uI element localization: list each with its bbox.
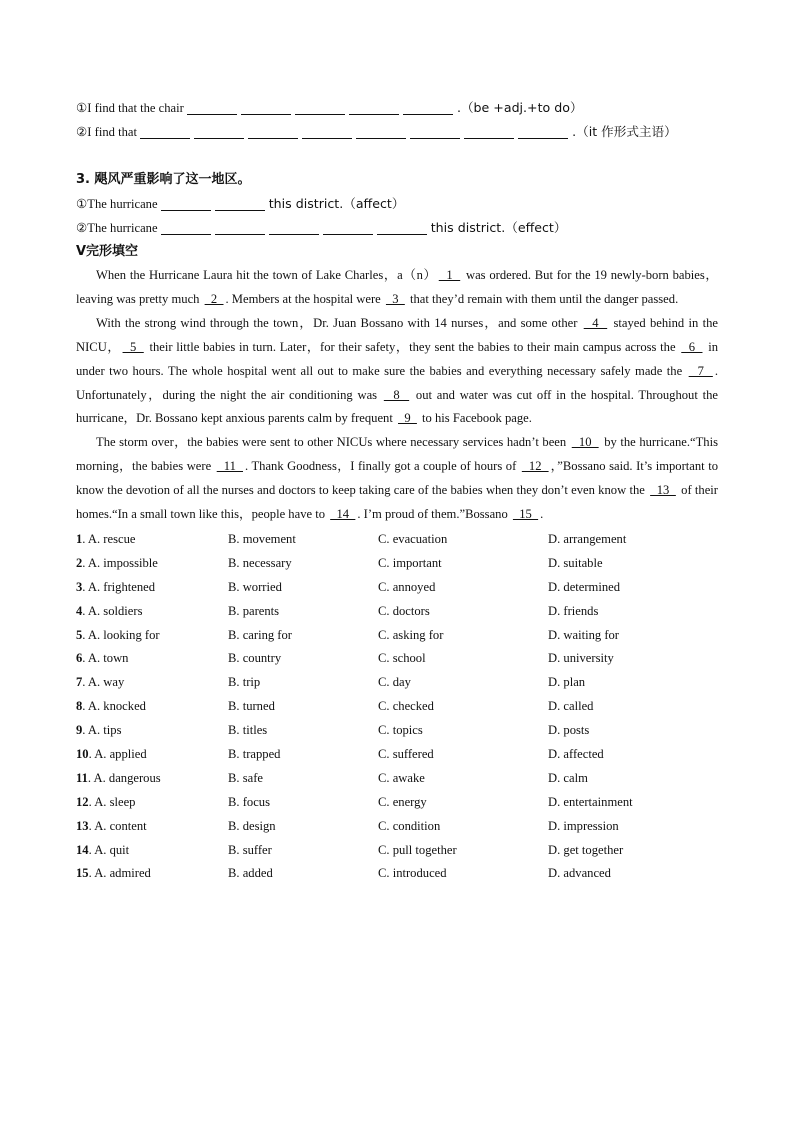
question-number: 6 <box>76 651 83 666</box>
option-a[interactable]: 14. A. quit <box>76 842 130 857</box>
option-a[interactable]: 8. A. knocked <box>76 699 146 714</box>
option-c[interactable]: C. school <box>378 651 426 666</box>
option-row <box>76 767 718 791</box>
cloze-heading: V完形填空 <box>76 244 139 259</box>
option-d[interactable]: D. university <box>548 651 614 666</box>
option-b[interactable]: B. focus <box>228 794 270 809</box>
blank-number[interactable]: 7 <box>688 363 713 378</box>
option-a[interactable]: 3. A. frightened <box>76 579 156 594</box>
option-c[interactable]: C. condition <box>378 818 441 833</box>
answer-blank[interactable] <box>248 123 298 139</box>
option-b[interactable]: B. parents <box>228 603 280 618</box>
question-number: 9 <box>76 723 83 738</box>
option-c[interactable]: C. awake <box>378 770 425 785</box>
option-a[interactable]: 6. A. town <box>76 651 129 666</box>
sentence-prefix: ①I find that the chair <box>76 101 187 115</box>
option-d[interactable]: D. entertainment <box>548 794 633 809</box>
option-d[interactable]: D. impression <box>548 818 619 833</box>
question-number: 1 <box>76 531 83 546</box>
blank-number[interactable]: 15 <box>512 507 539 522</box>
sentence-suffix: this district.（effect） <box>430 220 567 235</box>
option-row <box>76 743 718 767</box>
option-c[interactable]: C. evacuation <box>378 531 448 546</box>
option-d[interactable]: D. arrangement <box>548 531 627 546</box>
answer-blank[interactable] <box>269 219 319 235</box>
option-d[interactable]: D. calm <box>548 770 588 785</box>
answer-blank[interactable] <box>323 219 373 235</box>
option-c[interactable]: C. suffered <box>378 746 434 761</box>
answer-blank[interactable] <box>295 99 345 115</box>
option-a[interactable]: 7. A. way <box>76 675 125 690</box>
blank-number[interactable]: 11 <box>216 459 243 474</box>
option-row <box>76 576 718 600</box>
option-a[interactable]: 13. A. content <box>76 818 147 833</box>
blank-number[interactable]: 13 <box>650 483 676 498</box>
option-row <box>76 600 718 624</box>
sentence-suffix: this district.（affect） <box>268 196 405 211</box>
answer-blank[interactable] <box>140 123 190 139</box>
answer-blank[interactable] <box>161 195 211 211</box>
option-d[interactable]: D. affected <box>548 746 604 761</box>
sentence-prefix: ①The hurricane <box>76 197 161 211</box>
option-d[interactable]: D. waiting for <box>548 627 619 642</box>
option-row <box>76 552 718 576</box>
option-b[interactable]: B. turned <box>228 699 275 714</box>
option-b[interactable]: B. caring for <box>228 627 292 642</box>
blank-number[interactable]: 4 <box>583 315 608 330</box>
option-c[interactable]: C. day <box>378 675 411 690</box>
answer-blank[interactable] <box>410 123 460 139</box>
option-row <box>76 695 718 719</box>
option-a[interactable]: 4. A. soldiers <box>76 603 143 618</box>
blank-number[interactable]: 3 <box>385 291 405 306</box>
question-number: 15 <box>76 866 89 881</box>
option-a[interactable]: 9. A. tips <box>76 723 122 738</box>
question-number: 2 <box>76 555 83 570</box>
option-b[interactable]: B. safe <box>228 770 263 785</box>
option-row <box>76 839 718 863</box>
translation-line <box>76 216 718 240</box>
option-c[interactable]: C. checked <box>378 699 434 714</box>
blank-number[interactable]: 5 <box>122 339 144 354</box>
option-row <box>76 862 718 886</box>
sentence-line <box>76 96 718 120</box>
option-b[interactable]: B. design <box>228 818 276 833</box>
option-a[interactable]: 11. A. dangerous <box>76 770 161 785</box>
sentence-prefix: ②The hurricane <box>76 221 161 235</box>
question-number: 10 <box>76 746 89 761</box>
blank-number[interactable]: 9 <box>398 411 417 426</box>
worksheet-page <box>76 96 718 886</box>
option-c[interactable]: C. asking for <box>378 627 444 642</box>
option-d[interactable]: D. called <box>548 699 594 714</box>
option-row <box>76 815 718 839</box>
answer-blank[interactable] <box>161 219 211 235</box>
option-c[interactable]: C. energy <box>378 794 427 809</box>
option-c[interactable]: C. important <box>378 555 442 570</box>
answer-blank[interactable] <box>377 219 427 235</box>
option-b[interactable]: B. necessary <box>228 555 292 570</box>
blank-number[interactable]: 10 <box>571 435 599 450</box>
answer-blank[interactable] <box>349 99 399 115</box>
answer-blank[interactable] <box>215 219 265 235</box>
option-a[interactable]: 2. A. impossible <box>76 555 158 570</box>
translation-section <box>76 96 718 240</box>
cloze-passage <box>76 264 718 527</box>
option-row <box>76 719 718 743</box>
option-a[interactable]: 1. A. rescue <box>76 531 136 546</box>
question-number: 12 <box>76 794 89 809</box>
option-d[interactable]: D. get together <box>548 842 624 857</box>
answer-blank[interactable] <box>241 99 291 115</box>
sentence-line <box>76 120 718 168</box>
answer-blank[interactable] <box>194 123 244 139</box>
sentence-prefix: ②I find that <box>76 125 141 139</box>
question-number: 8 <box>76 699 83 714</box>
question-number: 14 <box>76 842 89 857</box>
blank-number[interactable]: 6 <box>681 339 703 354</box>
blank-number[interactable]: 8 <box>383 387 410 402</box>
option-row <box>76 624 718 648</box>
option-b[interactable]: B. trapped <box>228 746 281 761</box>
option-b[interactable]: B. added <box>228 866 273 881</box>
blank-number[interactable]: 12 <box>521 459 549 474</box>
sentence-suffix: .（be +adj.+to do） <box>456 100 583 115</box>
question-number: 13 <box>76 818 89 833</box>
answer-blank[interactable] <box>187 99 237 115</box>
section-3-title: 3. 飓风严重影响了这一地区。 <box>76 172 251 187</box>
question-number: 4 <box>76 603 83 618</box>
option-b[interactable]: B. suffer <box>228 842 272 857</box>
sentence-suffix: .（it 作形式主语） <box>572 124 677 139</box>
option-c[interactable]: C. pull together <box>378 842 457 857</box>
blank-number[interactable]: 2 <box>204 291 224 306</box>
option-row <box>76 671 718 695</box>
answer-blank[interactable] <box>302 123 352 139</box>
option-row <box>76 528 718 552</box>
option-b[interactable]: B. trip <box>228 675 261 690</box>
options-list <box>76 528 718 886</box>
option-d[interactable]: D. friends <box>548 603 599 618</box>
option-c[interactable]: C. introduced <box>378 866 447 881</box>
answer-blank[interactable] <box>464 123 514 139</box>
blank-number[interactable]: 14 <box>330 507 356 522</box>
option-d[interactable]: D. suitable <box>548 555 603 570</box>
blank-number[interactable]: 1 <box>438 268 461 282</box>
passage-paragraph: When the Hurricane Laura hit the town of Lake Charles，a（n） 1 was ordered. But for the 19 newly-born babies，leaving was pretty much 2 . Members at the hospital were 3 that they’d remain with them until the danger passed. <box>76 268 719 306</box>
option-d[interactable]: D. posts <box>548 723 590 738</box>
option-d[interactable]: D. plan <box>548 675 586 690</box>
question-number: 11 <box>76 770 88 785</box>
answer-blank[interactable] <box>518 123 568 139</box>
answer-blank[interactable] <box>215 195 265 211</box>
option-a[interactable]: 5. A. looking for <box>76 627 160 642</box>
option-a[interactable]: 15. A. admired <box>76 866 151 881</box>
answer-blank[interactable] <box>356 123 406 139</box>
option-d[interactable]: D. advanced <box>548 866 611 881</box>
option-row <box>76 647 718 671</box>
option-c[interactable]: C. doctors <box>378 603 430 618</box>
option-d[interactable]: D. determined <box>548 579 621 594</box>
question-number: 3 <box>76 579 83 594</box>
translation-line <box>76 192 718 216</box>
option-b[interactable]: B. titles <box>228 723 268 738</box>
option-a[interactable]: 12. A. sleep <box>76 794 136 809</box>
option-a[interactable]: 10. A. applied <box>76 746 147 761</box>
option-b[interactable]: B. country <box>228 651 282 666</box>
question-number: 5 <box>76 627 83 642</box>
option-row <box>76 791 718 815</box>
passage-paragraph: With the strong wind through the town，Dr. Juan Bossano with 14 nurses，and some other 4 stayed behind in the NICU， 5 their little babies in turn. Later，for their safety，they sent the babies to their main campus across the 6 in under two hours. The whole hospital went all out to make sure the babies and everything necessary safely made the 7 . Unfortunately，during the night the air conditioning was 8 out and water was cut off in the hospital. Throughout the hurricane，Dr. Bossano kept anxious parents calm by frequent 9 to his Facebook page. <box>76 315 719 426</box>
answer-blank[interactable] <box>403 99 453 115</box>
option-c[interactable]: C. topics <box>378 723 423 738</box>
question-number: 7 <box>76 675 83 690</box>
option-b[interactable]: B. worried <box>228 579 282 594</box>
option-b[interactable]: B. movement <box>228 531 296 546</box>
passage-paragraph: The storm over，the babies were sent to other NICUs where necessary services hadn’t been 10 by the hurricane.“This morning，the babies were 11 . Thank Goodness，I finally got a couple of hours of 12 ，”Bossano said. It’s important to know the devotion of all the nurses and doctors to keep taking care of the babies when they don’t even know the 13 of their homes.“In a small town like this，people have to 14 . I’m proud of them.”Bossano 15 . <box>76 435 719 522</box>
option-c[interactable]: C. annoyed <box>378 579 436 594</box>
